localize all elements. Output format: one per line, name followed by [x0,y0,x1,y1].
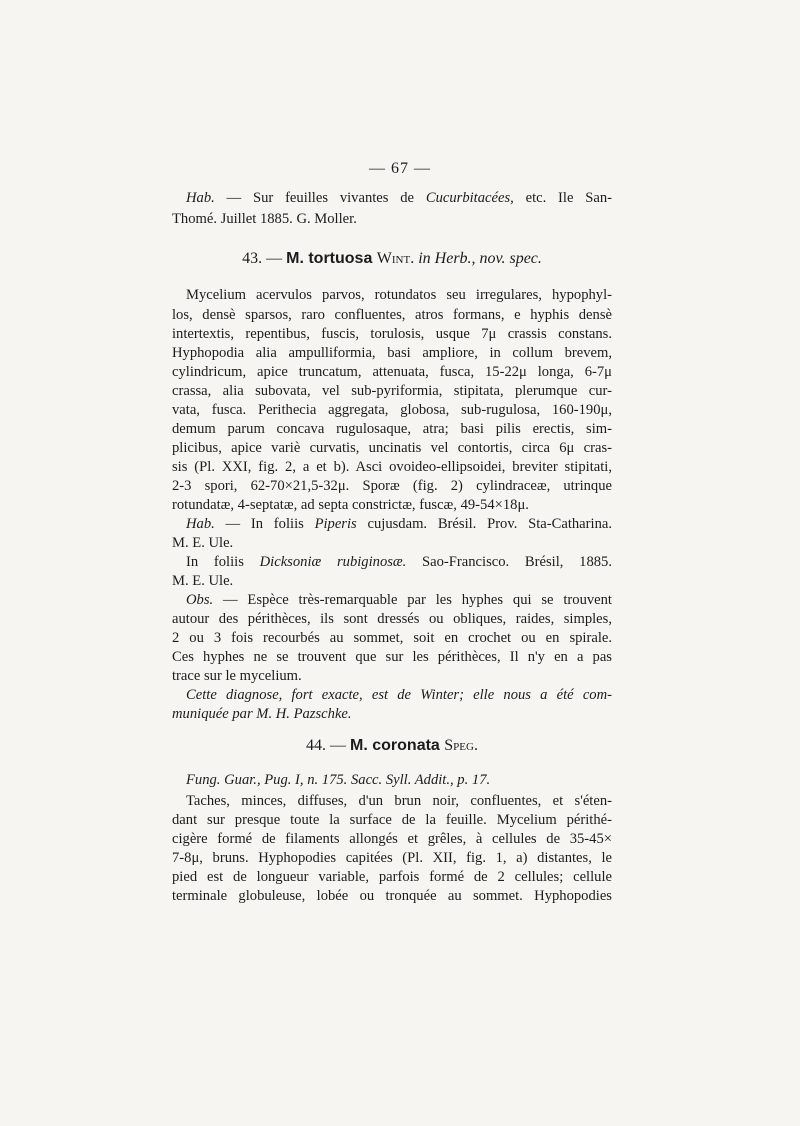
hab-label: Hab. [186,190,215,206]
hab-43-line-4: M. E. Ule. [172,573,234,589]
description-44-line: pied est de longueur variable, parfois formé de 2 cellules; cellule [172,869,612,885]
host-name: Piperis [314,516,357,532]
page-number: — 67 — [369,160,431,177]
description-43-line: vata, fusca. Perithecia aggregata, globosa, sub-rugulosa, 160-190μ, [172,402,612,418]
description-43-line: cylindricum, apice truncatum, attenuata, fusca, 15-22μ longa, 6-7μ [172,364,612,380]
species-44-heading: 44. — M. coronata Speg. [306,737,478,754]
obs-43-line: autour des périthèces, ils sont dressés ou obliques, raides, simples, [172,611,612,627]
description-44-line: Taches, minces, diffuses, d'un brun noir, confluentes, et s'éten- [186,793,612,809]
obs-43-line-1: Obs. — Espèce très-remarquable par les hyphes qui se trouvent [186,592,612,608]
description-44-line: dant sur presque toute la surface de la feuille. Mycelium périthé- [172,812,612,828]
hab-43-line-2: M. E. Ule. [172,535,234,551]
hab-cucurbitacees-line-2: Thomé. Juillet 1885. G. Moller. [172,211,357,227]
host-name: Dicksoniæ rubiginosæ. [259,554,407,570]
obs-43-line: trace sur le mycelium. [172,668,302,684]
hab-cucurbitacees-line-1: Hab. — Sur feuilles vivantes de Cucurbitacées, etc. Ile San- [186,190,613,206]
description-43-line: los, densè sparsos, raro confluentes, atros formans, e hyphis densè [172,307,612,323]
description-43-line: plicibus, apice variè curvatis, uncinatis vel contortis, circa 6μ cras- [172,440,612,456]
obs-43-line: Ces hyphes ne se trouvent que sur les périthèces, Il n'y en a pas [172,649,612,665]
description-43-line: crassa, alia subovata, vel sub-pyriformia, stipitata, plerumque cur- [172,383,612,399]
description-43-line: Mycelium acervulos parvos, rotundatos seu irregulares, hypophyl- [186,287,612,303]
species-43-heading: 43. — M. tortuosa Wint. in Herb., nov. spec. [242,250,542,267]
obs-label: Obs. [186,592,214,608]
description-43-line: rotundatæ, 4-septatæ, ad septa constrictæ, fuscæ, 49-54×18μ. [172,497,529,513]
hab-label: Hab. [186,516,215,532]
obs-43-line: 2 ou 3 fois recourbés au sommet, soit en crochet ou en spirale. [172,630,612,646]
description-44-line: cigère formé de filaments allongés et grêles, à cellules de 35-45× [172,831,612,847]
hab-43-line-3: In foliis Dicksoniæ rubiginosæ. Sao-Francisco. Brésil, 1885. [186,554,612,570]
species-44-reference: Fung. Guar., Pug. I, n. 175. Sacc. Syll. Addit., p. 17. [186,772,491,788]
description-43-line: Hyphopodia alia ampulliformia, basi ampliore, in collum brevem, [172,345,612,361]
obs-43-note-line-2: muniquée par M. H. Pazschke. [172,706,352,722]
description-44-line: terminale globuleuse, lobée ou tronquée au sommet. Hyphopodies [172,888,612,904]
description-43-line: 2-3 spori, 62-70×21,5-32μ. Sporæ (fig. 2) cylindraceæ, utrinque [172,478,612,494]
description-44-line: 7-8μ, bruns. Hyphopodies capitées (Pl. XII, fig. 1, a) distantes, le [172,850,612,866]
host-name: Cucurbitacées, [425,190,514,206]
hab-43-line-1: Hab. — In foliis Piperis cujusdam. Brésil. Prov. Sta-Catharina. [186,516,612,532]
description-43-line: intertextis, repentibus, fuscis, torulosis, usque 7μ crassis constans. [172,326,612,342]
description-43-line: sis (Pl. XXI, fig. 2, a et b). Asci ovoideo-ellipsoidei, breviter stipitati, [172,459,612,475]
description-43-line: demum parum concava rugulosaque, atra; basi pilis erectis, sim- [172,421,612,437]
obs-43-note-line-1: Cette diagnose, fort exacte, est de Winter; elle nous a été com- [186,687,612,703]
